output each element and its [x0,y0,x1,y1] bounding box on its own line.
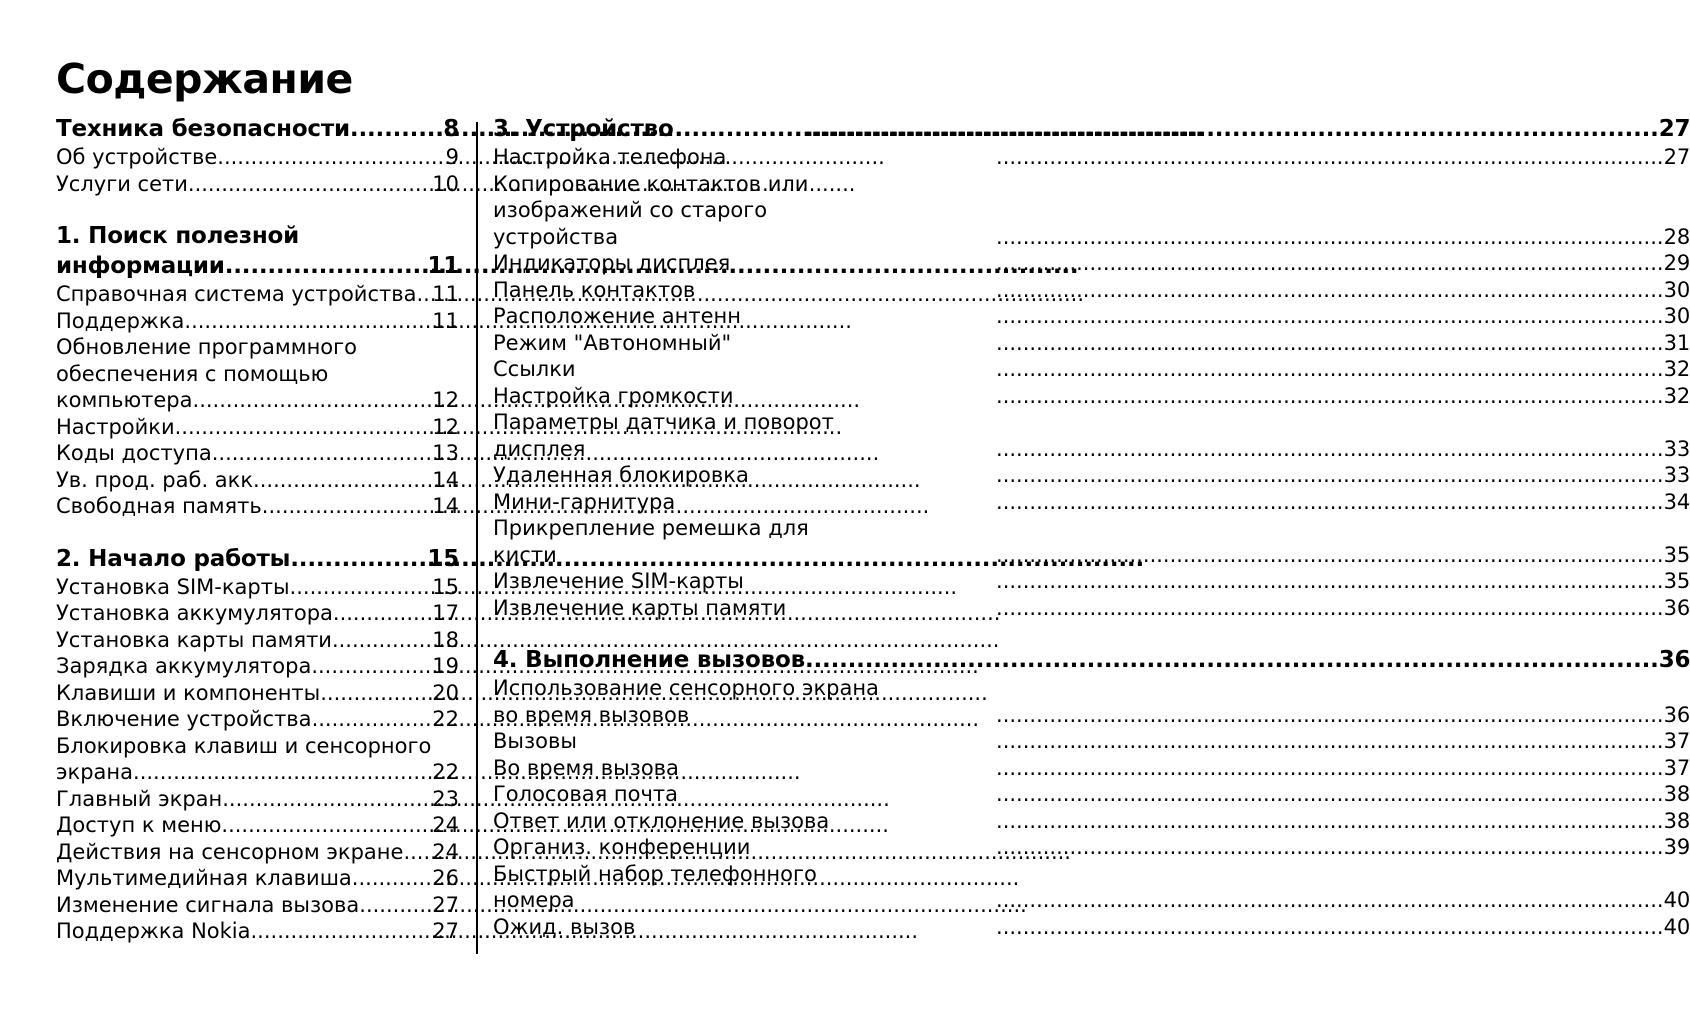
entry-label: Ответ или отклонение вызова [493,808,830,833]
dot-leader [253,467,432,494]
dot-leader [585,436,1663,463]
entry-line [493,914,1690,941]
dot-leader [184,308,432,335]
entry-line [56,759,459,786]
entry-line [493,887,1690,914]
toc-entry[interactable] [56,334,459,414]
entry-line [56,574,459,601]
entry-page-number: 11 [432,308,459,333]
toc-entry[interactable] [56,680,459,707]
entry-line [56,839,459,866]
toc-section [493,114,1690,621]
entry-line: Обновление программного [56,335,358,359]
toc-entry[interactable] [493,489,1690,516]
entry-line [493,383,1690,410]
dot-leader [320,680,432,707]
entry-page-number: 27 [432,919,459,943]
entry-label: Удаленная блокировка [493,463,749,487]
dot-leader [175,414,433,441]
entry-line [493,303,1690,330]
toc-section-heading[interactable] [56,221,459,281]
entry-line [56,627,459,654]
entry-page-number: 28 [1663,224,1690,249]
entry-line [56,308,459,335]
toc-entry[interactable] [493,755,1690,782]
entry-label: Ув. прод. раб. акк [56,467,254,492]
toc-entry[interactable] [493,409,1690,462]
entry-line [493,808,1690,835]
entry-label: Справочная система устройства [56,282,417,306]
dot-leader [731,330,1663,357]
entry-label: Голосовая почта [493,782,685,806]
entry-label: Действия на сенсорном экране [56,839,404,864]
dot-leader [618,224,1664,251]
entry-label: устройства [493,224,619,249]
entry-page-number: 20 [432,680,459,705]
entry-line [56,114,459,144]
entry-line [56,786,459,813]
entry-page-number: 38 [1663,782,1690,806]
entry-line [493,356,1690,383]
entry-label: Ожид. вызов [493,914,636,939]
dot-leader [557,542,1664,569]
entry-line [493,114,1690,144]
dot-leader [635,914,1663,941]
dot-leader [359,892,432,919]
dot-leader [225,251,428,281]
dot-leader [695,277,1663,304]
dot-leader [805,645,1659,675]
dot-leader [251,918,433,945]
entry-label: Коды доступа [56,441,212,465]
entry-label: Мини-гарнитура [493,489,676,514]
entry-line [56,706,459,733]
dot-leader [584,728,1664,755]
toc-entry[interactable] [56,812,459,839]
entry-label: Извлечение карты памяти [493,595,787,620]
dot-leader [726,144,1663,171]
dot-leader [290,544,427,574]
entry-page-number: 36 [1658,647,1690,673]
entry-line [493,250,1690,277]
dot-leader [352,865,432,892]
toc-section [493,645,1690,940]
toc-entry[interactable] [56,440,459,467]
entry-label: экрана [56,760,134,784]
toc-entry[interactable] [56,839,459,866]
entry-label: Главный экран [56,786,223,811]
toc-entry[interactable] [56,600,459,627]
entry-label: Услуги сети [56,171,188,196]
entry-label: Доступ к меню [56,813,222,837]
dot-leader [685,781,1664,808]
entry-line [56,171,459,198]
dot-leader [217,144,445,171]
toc-entry[interactable] [493,861,1690,914]
entry-label: Панель контактов [493,277,696,302]
entry-label: Установка карты памяти [56,627,332,652]
entry-label: Включение устройства [56,707,312,731]
dot-leader [786,595,1663,622]
toc-entry[interactable] [56,653,459,680]
entry-line [493,728,1690,755]
entry-label: дисплея [493,436,586,461]
entry-page-number: 11 [427,253,459,279]
entry-page-number: 30 [1663,277,1690,302]
toc-section-heading[interactable] [493,114,1690,144]
entry-line [56,544,459,574]
entry-page-number: 32 [1663,357,1690,381]
entry-page-number: 40 [1663,888,1690,912]
entry-page-number: 32 [1663,383,1690,408]
entry-page-number: 37 [1663,755,1690,780]
entry-page-number: 27 [1663,145,1690,169]
toc-entry[interactable] [493,277,1690,304]
toc-entry[interactable] [493,568,1690,595]
entry-line [56,865,459,892]
toc-entry[interactable] [493,675,1690,728]
entry-page-number: 38 [1663,808,1690,833]
entry-page-number: 23 [432,786,459,811]
toc-column-right [493,114,1690,940]
toc-entry[interactable] [493,171,1690,251]
entry-label: Извлечение SIM-карты [493,569,744,593]
toc-entry[interactable] [56,918,459,945]
toc-entry[interactable] [493,462,1690,489]
dot-leader [312,706,433,733]
toc-entry[interactable] [56,706,459,733]
entry-page-number: 14 [432,467,459,492]
dot-leader [221,812,432,839]
entry-line [493,568,1690,595]
toc-entry[interactable] [56,493,459,520]
entry-page-number: 22 [432,760,459,784]
entry-page-number: 17 [432,601,459,625]
entry-line [493,595,1690,622]
entry-label: Настройка телефона [493,145,727,169]
entry-line [56,653,459,680]
entry-page-number: 27 [432,892,459,917]
entry-page-number: 33 [1663,436,1690,461]
dot-leader [575,887,1664,914]
entry-line: Копирование контактов или [493,171,809,196]
entry-line [56,144,459,171]
toc-entry[interactable] [493,303,1690,330]
entry-page-number: 26 [432,866,459,890]
entry-line [493,702,1690,729]
entry-label: номера [493,888,575,912]
dot-leader [750,834,1663,861]
toc-entry[interactable] [493,781,1690,808]
toc-entry[interactable] [493,250,1690,277]
entry-label: Техника безопасности [56,116,350,142]
toc-entry[interactable] [56,144,459,171]
entry-label: Поддержка [56,308,185,333]
toc-entry[interactable] [493,515,1690,568]
entry-label: информации [56,253,225,279]
entry-label: Изменение сигнала вызова [56,892,360,917]
entry-label: кисти [493,542,557,567]
entry-page-number: 9 [445,145,459,169]
dot-leader [741,303,1664,330]
entry-line [56,281,459,308]
entry-line [493,489,1690,516]
dot-leader [679,755,1664,782]
toc-entry[interactable] [56,786,459,813]
entry-line [56,387,459,414]
entry-line [493,224,1690,251]
entry-line: Использование сенсорного экрана [493,676,879,700]
entry-page-number: 10 [432,171,459,196]
toc-entry[interactable] [493,834,1690,861]
entry-label: Клавиши и компоненты [56,680,321,705]
dot-leader [333,600,432,627]
entry-label: Поддержка Nokia [56,919,251,943]
column-divider [476,122,478,954]
entry-label: 3. Устройство [493,116,674,142]
dot-leader [416,281,432,308]
entry-line [493,781,1690,808]
dot-leader [222,786,432,813]
entry-page-number: 30 [1663,304,1690,328]
entry-page-number: 24 [432,839,459,864]
entry-line [493,462,1690,489]
dot-leader [829,808,1663,835]
entry-line: Прикрепление ремешка для [493,516,809,540]
entry-label: Установка аккумулятора [56,601,333,625]
entry-line [493,277,1690,304]
dot-leader [744,568,1664,595]
dot-leader [730,250,1663,277]
dot-leader [689,702,1663,729]
entry-page-number: 24 [432,813,459,837]
toc-section-heading[interactable] [56,544,459,574]
entry-label: компьютера [56,388,193,412]
dot-leader [290,574,433,601]
entry-line [493,330,1690,357]
entry-line [56,892,459,919]
entry-page-number: 33 [1663,463,1690,487]
entry-line [493,755,1690,782]
entry-line [493,144,1690,171]
toc-entry[interactable] [56,865,459,892]
toc-entry[interactable] [493,144,1690,171]
entry-label: Организ. конференции [493,835,751,859]
entry-label: Вызовы [493,729,584,753]
entry-page-number: 34 [1663,489,1690,514]
toc-entry[interactable] [56,467,459,494]
entry-line [56,918,459,945]
entry-page-number: 14 [432,494,459,518]
entry-page-number: 18 [432,627,459,652]
entry-label: Расположение антенн [493,304,741,328]
dot-leader [403,839,432,866]
entry-page-number: 36 [1663,702,1690,727]
entry-page-number: 8 [443,116,459,142]
entry-line [493,645,1690,675]
entry-line [56,600,459,627]
entry-page-number: 37 [1663,729,1690,753]
entry-page-number: 19 [432,654,459,678]
entry-line: изображений со старого [493,198,768,222]
entry-page-number: 35 [1663,569,1690,593]
dot-leader [212,440,433,467]
entry-label: Индикаторы дисплея [493,251,731,275]
page-title: Содержание [56,55,353,103]
entry-page-number: 39 [1663,835,1690,859]
entry-line [56,493,459,520]
entry-page-number: 31 [1663,330,1690,355]
entry-line [56,812,459,839]
dot-leader [749,462,1664,489]
entry-line [56,414,459,441]
entry-label: Ссылки [493,357,576,381]
dot-leader [188,171,432,198]
entry-line: 1. Поиск полезной [56,223,300,249]
toc-entry[interactable] [56,308,459,335]
entry-line: Параметры датчика и поворот [493,410,834,434]
toc-entry[interactable] [493,383,1690,410]
toc-section [56,544,459,945]
entry-page-number: 36 [1663,595,1690,620]
entry-line: обеспечения с помощью [56,361,329,386]
entry-label: Во время вызова [493,755,679,780]
toc-entry[interactable] [56,281,459,308]
entry-page-number: 15 [427,545,459,572]
toc-entry[interactable] [493,356,1690,383]
entry-page-number: 40 [1663,914,1690,939]
entry-line [493,542,1690,569]
entry-line [56,680,459,707]
entry-label: Настройка громкости [493,383,734,408]
toc-entry[interactable] [56,171,459,198]
toc-column-left [56,114,459,945]
entry-line: Быстрый набор телефонного [493,861,817,886]
entry-label: Установка SIM-карты [56,574,290,599]
entry-line [56,440,459,467]
toc-section [56,221,459,520]
toc-entry[interactable] [493,808,1690,835]
entry-label: Настройки [56,414,175,439]
toc-entry[interactable] [493,330,1690,357]
dot-leader [262,493,432,520]
entry-line [493,834,1690,861]
toc-entry[interactable] [56,574,459,601]
toc-entry[interactable] [56,733,459,786]
entry-line: Блокировка клавиш и сенсорного [56,733,432,758]
toc-entry[interactable] [56,892,459,919]
entry-label: Мультимедийная клавиша [56,866,352,890]
toc-entry[interactable] [56,414,459,441]
entry-line [493,436,1690,463]
toc-entry[interactable] [56,627,459,654]
entry-line [56,467,459,494]
entry-line [56,251,459,281]
entry-page-number: 13 [432,441,459,465]
dot-leader [675,489,1663,516]
toc-section-heading[interactable] [56,114,459,144]
entry-page-number: 12 [432,388,459,412]
entry-page-number: 12 [432,414,459,439]
entry-page-number: 29 [1663,251,1690,275]
entry-page-number: 11 [432,282,459,306]
toc-entry[interactable] [493,728,1690,755]
entry-page-number: 22 [432,707,459,731]
dot-leader [734,383,1664,410]
entry-label: Режим "Автономный" [493,330,732,355]
toc-columns [56,114,1690,954]
entry-label: Зарядка аккумулятора [56,654,312,678]
dot-leader [576,356,1664,383]
dot-leader [193,387,433,414]
entry-label: 2. Начало работы [56,545,291,572]
entry-page-number: 15 [432,574,459,599]
toc-entry[interactable] [493,914,1690,941]
toc-section-heading[interactable] [493,645,1690,675]
dot-leader [350,114,443,144]
dot-leader [311,653,432,680]
entry-page-number: 35 [1663,542,1690,567]
entry-label: 4. Выполнение вызовов [493,647,805,673]
dot-leader [133,759,432,786]
entry-label: Об устройстве [56,145,218,169]
entry-page-number: 27 [1658,116,1690,142]
toc-section [56,114,459,197]
toc-entry[interactable] [493,595,1690,622]
dot-leader [674,114,1659,144]
dot-leader [332,627,432,654]
entry-label: во время вызовов [493,702,690,727]
entry-label: Свободная память [56,494,262,518]
